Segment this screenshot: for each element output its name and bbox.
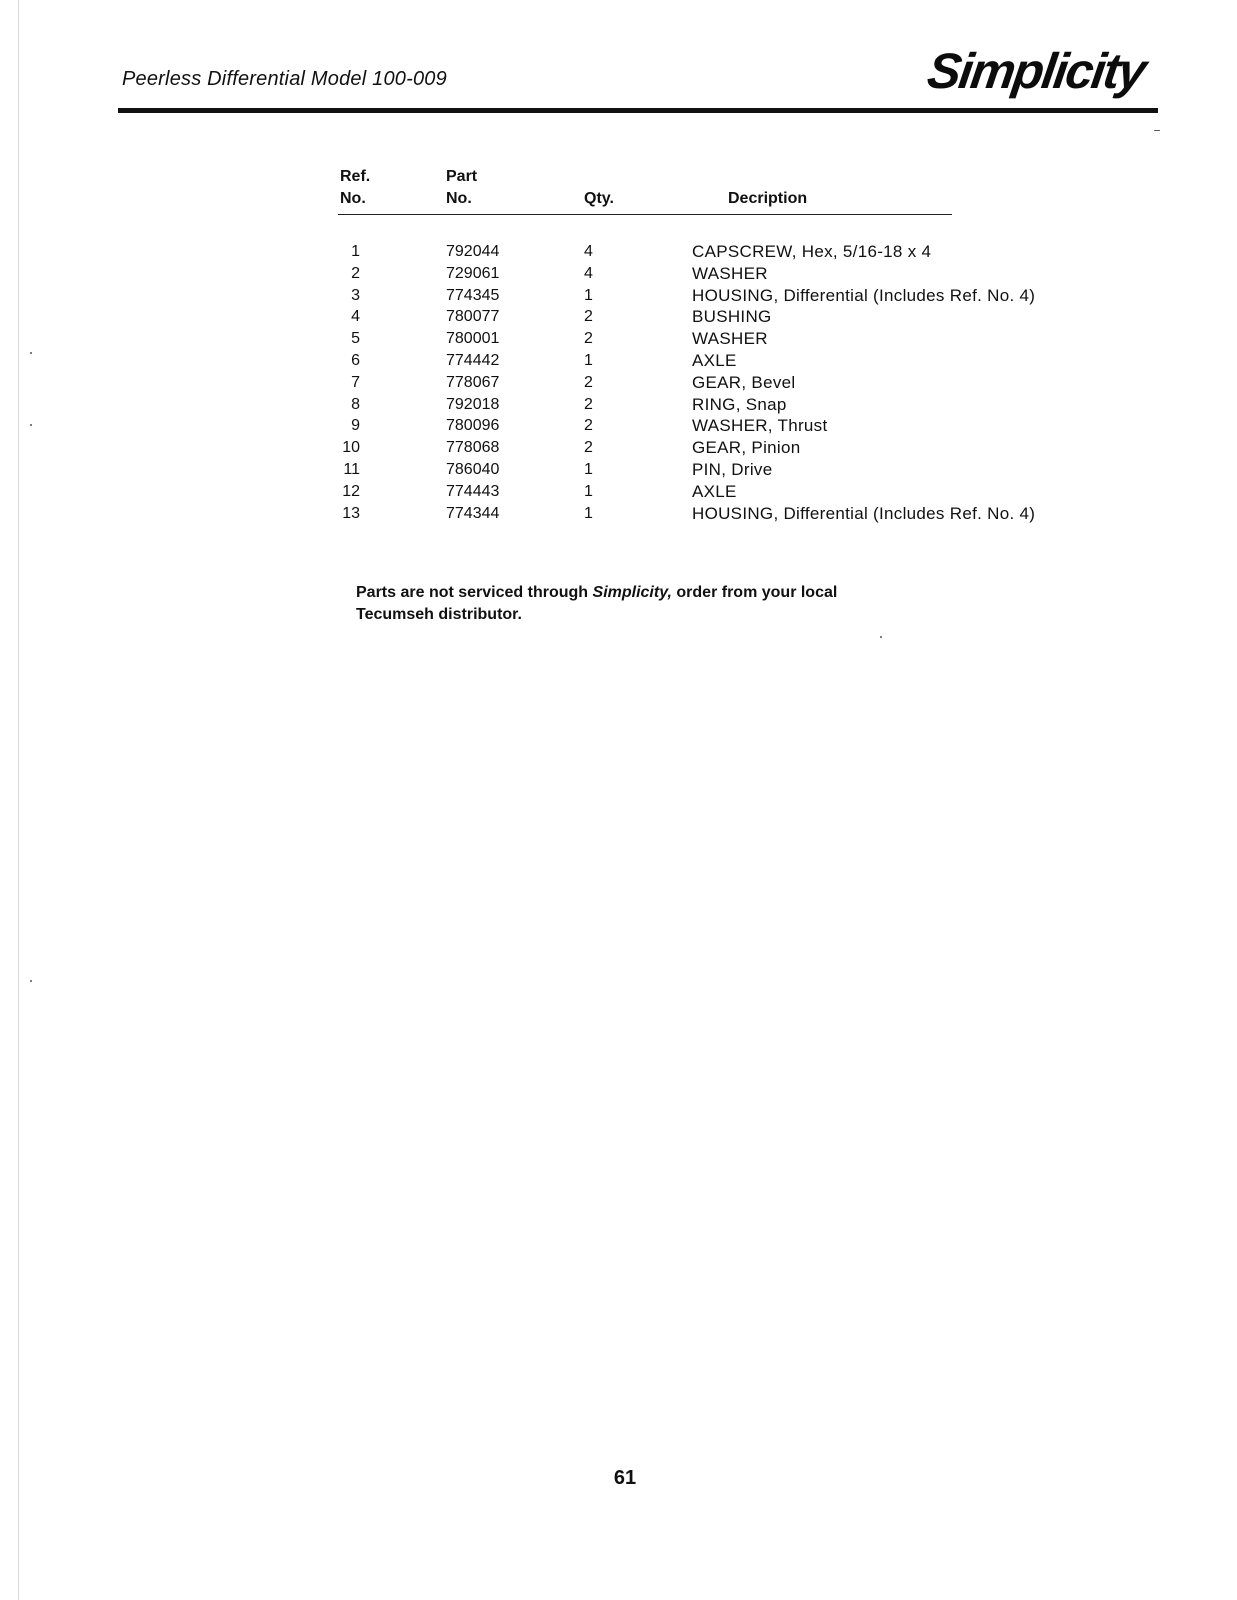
ref-no: 12 [342,482,360,500]
ref-no: 10 [342,439,360,457]
qty: 2 [584,395,593,413]
service-note [356,582,916,626]
table-row [338,264,1118,286]
ref-no: 4 [351,308,360,326]
table-row [338,242,1118,264]
part-no: 729061 [446,264,500,282]
table-row [338,307,1118,329]
table-body [338,242,1118,525]
table-row [338,351,1118,373]
qty: 1 [584,460,593,478]
table-row [338,504,1118,526]
table-row [338,460,1118,482]
qty: 1 [584,504,593,522]
qty: 2 [584,308,593,326]
brand-logo: Simplicity [924,43,1149,99]
table-row [338,438,1118,460]
part-no: 778067 [446,373,500,391]
page-number: 61 [613,1467,637,1489]
description: PIN, Drive [692,459,773,479]
ref-no: 2 [351,264,360,282]
header-description: Decription [728,190,808,207]
ref-no: 3 [351,286,360,304]
part-no: 780001 [446,330,500,348]
scan-speck [880,636,882,638]
description: WASHER, Thrust [692,416,828,436]
table-row [338,373,1118,395]
ref-no: 1 [351,243,360,260]
ref-no: 8 [351,395,360,413]
page-title: Peerless Differential Model 100-009 [122,68,447,90]
qty: 1 [584,482,593,500]
qty: 2 [584,417,593,435]
ref-no: 13 [342,504,360,522]
description: HOUSING, Differential (Includes Ref. No. 4) [692,503,1036,523]
table-row [338,482,1118,504]
qty: 4 [584,243,593,260]
part-no: 774345 [446,286,500,304]
service-note-line2: Tecumseh distributor. [356,606,522,623]
header-ref-no: Ref. No. [340,168,371,207]
service-note-line1: Parts are not serviced through Simplicity, order from your local [356,584,838,601]
description: CAPSCREW, Hex, 5/16-18 x 4 [692,242,932,261]
description: AXLE [692,481,737,501]
scan-speck [30,352,32,354]
part-no: 792044 [446,243,500,260]
table-row [338,416,1118,438]
part-no: 778068 [446,439,500,457]
table-row [338,286,1118,308]
part-no: 780077 [446,308,500,326]
qty: 2 [584,373,593,391]
table-header-rule [338,214,952,215]
part-no: 774443 [446,482,500,500]
qty: 1 [584,351,593,369]
qty: 4 [584,264,593,282]
description: GEAR, Bevel [692,372,796,392]
description: RING, Snap [692,394,787,414]
qty: 2 [584,439,593,457]
description: WASHER [692,329,768,349]
scan-speck [1154,130,1160,131]
description: WASHER [692,263,768,283]
scan-speck [30,980,32,982]
description: GEAR, Pinion [692,438,801,458]
header-qty: Qty. [584,190,614,207]
ref-no: 11 [343,460,360,478]
service-note-brand: Simplicity, [592,584,672,601]
ref-no: 5 [351,330,360,348]
scan-speck [30,424,32,426]
ref-no: 9 [351,417,360,435]
ref-no: 6 [351,351,360,369]
header-part-no: Part No. [446,168,478,207]
part-no: 774344 [446,504,500,522]
header-rule [118,108,1158,113]
ref-no: 7 [351,373,360,391]
table-row [338,395,1118,417]
description: HOUSING, Differential (Includes Ref. No. 4) [692,285,1036,305]
part-no: 780096 [446,417,500,435]
qty: 2 [584,330,593,348]
part-no: 792018 [446,395,500,413]
table-row [338,329,1118,351]
qty: 1 [584,286,593,304]
description: BUSHING [692,307,772,327]
part-no: 774442 [446,351,500,369]
page-edge-line [18,0,19,1600]
part-no: 786040 [446,460,500,478]
description: AXLE [692,350,737,370]
